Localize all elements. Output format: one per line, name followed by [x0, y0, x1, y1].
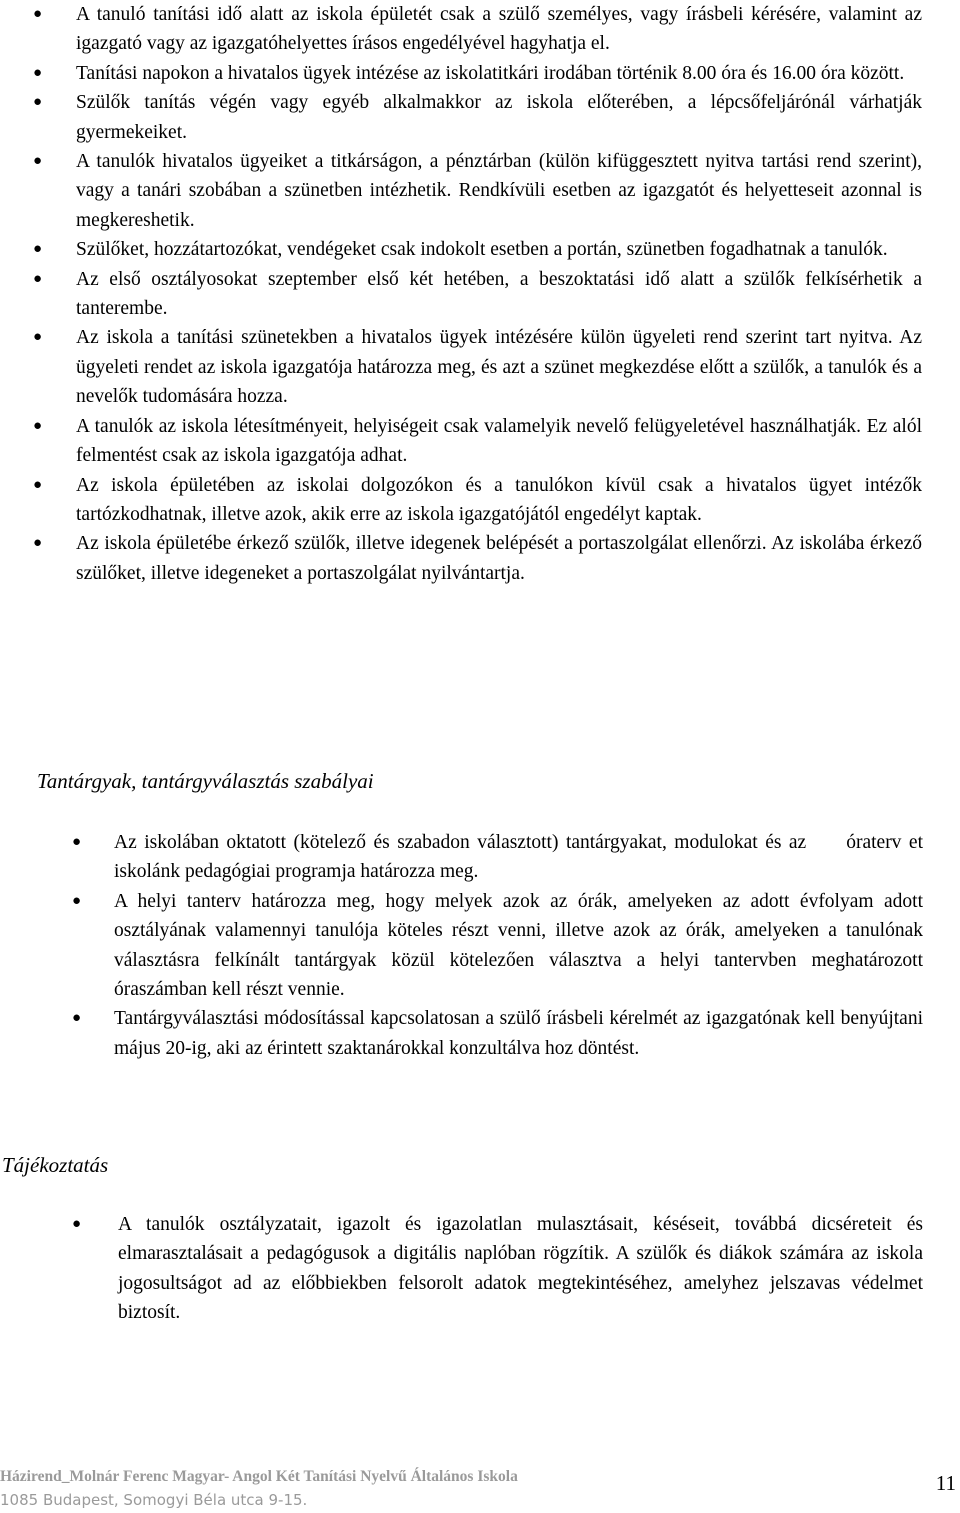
footer-address: 1085 Budapest, Somogyi Béla utca 9-15. — [0, 1491, 308, 1509]
list-item-text: Az iskola épületében az iskolai dolgozókon és a tanulókon kívül csak a hivatalos ügyet intézők tartózkodhatnak, illetve azok, akik erre az iskola igazgatójától engedélyt kaptak. — [76, 474, 922, 525]
list-item — [33, 471, 922, 530]
list-item — [33, 147, 922, 235]
list-item-text: Az iskolában oktatott (kötelező és szabadon választott) tantárgyakat, modulokat és az — [114, 832, 807, 853]
rules-list — [33, 0, 922, 588]
list-item — [33, 323, 922, 411]
bullet-icon: ● — [33, 64, 43, 81]
info-list — [72, 1210, 923, 1328]
section-heading-subjects: Tantárgyak, tantárgyválasztás szabályai — [37, 769, 374, 793]
bullet-icon: ● — [33, 153, 43, 170]
bullet-icon: ● — [33, 535, 43, 552]
bullet-icon: ● — [33, 241, 43, 258]
list-item-text: Szülők tanítás végén vagy egyéb alkalmakkor az iskola előterében, a lépcsőfeljárónál várhatják gyermekeiket. — [76, 92, 922, 143]
list-item-text: A tanulók az iskola létesítményeit, helyiségeit csak valamelyik nevelő felügyeletével használhatják. Ez alól felmentést csak az iskola igazgatója adhat. — [76, 415, 922, 467]
bullet-icon: ● — [33, 417, 43, 434]
bullet-icon: ● — [72, 834, 82, 850]
list-item-text: Az iskola a tanítási szünetekben a hivatalos ügyek intézésére külön ügyeleti rend szerint tart nyitva. Az ügyeleti rendet az iskola igazgatója határozza meg, és azt a szünet megkezdése előtt a szülők, a tanulók és a nevelők tudomására hozza. — [76, 327, 922, 408]
list-item-text: A tanuló tanítási idő alatt az iskola épületét csak a szülő személyes, vagy írásbeli kérésére, valamint az igazgató vagy az igazgatóhelyettes írásos engedélyével hagyhatja el. — [76, 4, 922, 55]
bullet-icon: ● — [72, 1216, 82, 1232]
bullet-icon: ● — [72, 892, 82, 909]
list-item-text: A tanulók hivatalos ügyeiket a titkárságon, a pénztárban (külön kifüggesztett nyitva tartási rend szerint), vagy a tanári szobában a szünetben intézhetik. Rendkívüli esetben az igazgatót és helyetteseit azonnal is megkereshetik. — [76, 151, 922, 231]
list-item-text: Az iskola épületébe érkező szülők, illetve idegenek belépését a portaszolgálat ellenőrzi. Az iskolába érkező szülőket, illetve idegeneket a portaszolgálat nyilvántartja. — [76, 533, 922, 584]
list-item-text: Szülőket, hozzátartozókat, vendégeket csak indokolt esetben a portán, szünetben fogadhatnak a tanulók. — [76, 239, 888, 261]
footer-school-name: Házirend_Molnár Ferenc Magyar- Angol Két Tanítási Nyelvű Általános Iskola — [0, 1468, 518, 1485]
list-item — [33, 529, 922, 588]
bullet-icon: ● — [33, 6, 43, 22]
bullet-icon: ● — [72, 1010, 82, 1027]
list-item-text: óraterv et iskolánk pedagógiai programja határozza meg. — [114, 832, 923, 883]
list-item — [33, 412, 922, 471]
list-item — [33, 265, 922, 324]
list-item — [33, 235, 922, 264]
list-item — [72, 887, 923, 1005]
list-item-text: A tanulók osztályzatait, igazolt és igazolatlan mulasztásait, késéseit, továbbá dicséreteit és elmarasztalásait a pedagógusok a digitális naplóban rögzítik. A szülők és diákok számára az iskola jogosultságot ad az előbbiekben felsorolt adatok megtekintéséhez, amelyhez jelszavas védelmet biztosít. — [118, 1214, 923, 1324]
list-item — [33, 88, 922, 147]
subjects-list — [72, 828, 923, 1063]
list-item-text: A helyi tanterv határozza meg, hogy melyek azok az órák, amelyeken az adott évfolyam adott osztályának valamennyi tanulója köteles részt venni, illetve azok az órák, amelyeken a tanulónak választásra felkínált tantárgyak közül kötelezően választva a helyi tantervben meghatározott óraszámban kell részt vennie. — [114, 890, 923, 1001]
list-item — [33, 59, 922, 88]
list-item-text: Az első osztályosokat szeptember első két hetében, a beszoktatási idő alatt a szülők felkísérhetik a tanterembe. — [76, 268, 922, 320]
bullet-icon: ● — [33, 94, 43, 111]
bullet-icon: ● — [33, 270, 43, 287]
list-item — [72, 1004, 923, 1063]
list-item — [72, 1210, 923, 1328]
list-item — [72, 828, 923, 887]
list-item — [33, 0, 922, 59]
page-number: 11 — [935, 1471, 956, 1495]
list-item-text: Tanítási napokon a hivatalos ügyek intézése az iskolatitkári irodában történik 8.00 óra és 16.00 óra között. — [76, 62, 905, 84]
list-item-text: Tantárgyválasztási módosítással kapcsolatosan a szülő írásbeli kérelmét az igazgatónak kell benyújtani május 20-ig, aki az érintett szaktanárokkal konzultálva hoz döntést. — [114, 1008, 923, 1059]
bullet-icon: ● — [33, 476, 43, 493]
bullet-icon: ● — [33, 329, 43, 346]
section-heading-info: Tájékoztatás — [2, 1153, 109, 1177]
